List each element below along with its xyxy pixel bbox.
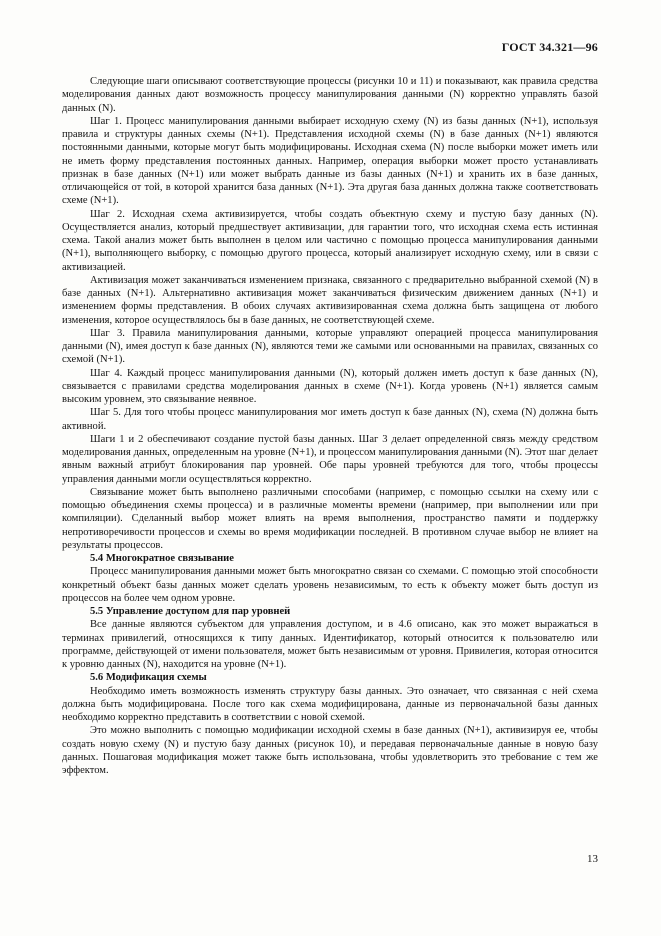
section-paragraph: Процесс манипулирования данными может быть многократно связан со схемами. С помощью этой способности конкретный объект базы данных может сделать уровень независимым, то есть к объекту может быть доступ из процессов на более чем одном уровне. — [62, 566, 598, 604]
section-paragraph: Это можно выполнить с помощью модификации исходной схемы в базе данных (N+1), активизируя ее, чтобы создать новую схему (N) и пустую базу данных (рисунок 10), и передавая первоначальные данные в новую базу данных. Пошаговая модификация может также быть использована, чтобы удовлетворить это требование с тем же эффектом. — [62, 725, 598, 777]
section-paragraph: Необходимо иметь возможность изменять структуру базы данных. Это означает, что связанная с ней схема должна быть модифицирована. После того как схема модифицирована, данные из первоначальной базы данных необходимо корректно представить в соответствии с новой схемой. — [62, 685, 598, 724]
page-number: 13 — [587, 853, 598, 865]
section-heading: 5.4 Многократное связывание — [90, 553, 234, 564]
document-body — [62, 75, 598, 777]
body-paragraph: Шаг 2. Исходная схема активизируется, чтобы создать объектную схему и пустую базу данных (N). Осуществляется анализ, который предшествует активизации, для гарантии того, что исходная схема есть истинная схема. Такой анализ может быть выполнен в целом или частично с помощью процесса манипулирования данными (N+1), выполняющего выборку, с помощью другого процесса, который анализирует исходную схему, или в связи с активизацией. — [62, 208, 598, 273]
body-paragraph: Шаг 5. Для того чтобы процесс манипулирования мог иметь доступ к базе данных (N), схема (N) должна быть активной. — [62, 407, 598, 432]
standard-header: ГОСТ 34.321—96 — [501, 40, 598, 54]
body-paragraph: Шаг 1. Процесс манипулирования данными выбирает исходную схему (N) из базы данных (N+1), используя правила и структуры данных схемы (N+1). Представления исходной схемы (N) в базе данных (N+1) являются постоянными данными, которые могут быть модифицированы. Исходная схема (N) после выборки может иметь или не иметь форму представления постоянных данных. Например, операция выборки может просто устанавливать признак в базе данных (N+1) или может выбрать данные из базы данных (N+1) и хранить их в базе данных, отличающейся от той, в которой хранится база данных (N+1). Эта другая база данных должна также соответствовать схеме (N+1). — [62, 115, 598, 207]
body-paragraph: Шаг 3. Правила манипулирования данными, которые управляют операцией процесса манипулирования данными (N), имея доступ к базе данных (N), являются теми же самыми или основанными на правилах, связанных со схемой (N+1). — [62, 327, 598, 366]
body-paragraph: Активизация может заканчиваться изменением признака, связанного с предварительно выбранной схемой (N) в базе данных (N+1). Альтернативно активизация может заканчиваться физическим движением данных (N+1) и изменением формы представления. В обоих случаях активизированная схема должна быть защищена от любого изменения, которое осуществлялось бы в базе данных, не соответствующей схеме. — [62, 274, 598, 326]
body-paragraph: Связывание может быть выполнено различными способами (например, с помощью ссылки на схему или с помощью объединения схемы процесса) и в различные моменты времени (например, при выполнении или при компиляции). Сделанный выбор может влиять на время выполнения, пространство памяти и поддержку непротиворечивости процессов и схемы во время модификации последней. В противном случае выбор не влияет на результаты процессов. — [62, 486, 598, 551]
section-heading: 5.6 Модификация схемы — [90, 672, 207, 684]
section-heading: 5.5 Управление доступом для пар уровней — [90, 606, 291, 618]
body-paragraph: Следующие шаги описывают соответствующие процессы (рисунки 10 и 11) и показывают, как правила средства моделирования данных дают возможность процессу манипулирования данными (N) корректно управлять базой данных (N). — [62, 76, 598, 114]
body-paragraph: Шаг 4. Каждый процесс манипулирования данными (N), который должен иметь доступ к базе данных (N), связывается с правилами средства моделирования данных в схеме (N+1). Когда уровень (N+1) является самым высоким уровнем, это связывание неявное. — [62, 367, 598, 405]
section-paragraph: Все данные являются субъектом для управления доступом, и в 4.6 описано, как это может выражаться в терминах привилегий, относящихся к типу данных. Идентификатор, который относится к пользователю или программе, действующей от имени пользователя, может быть независимым от уровня. Привилегия, которая относится к уровню данных (N), находится на уровне (N+1). — [62, 619, 598, 671]
body-paragraph: Шаги 1 и 2 обеспечивают создание пустой базы данных. Шаг 3 делает определенной связь между средством моделирования данных, определенным на уровне (N+1), и процессом манипулирования данными (N). Этот шаг делает явным важный атрибут блокирования пар уровней. Обе пары уровней требуются для того, чтобы процессы управления данными могли осуществляться корректно. — [62, 433, 598, 485]
